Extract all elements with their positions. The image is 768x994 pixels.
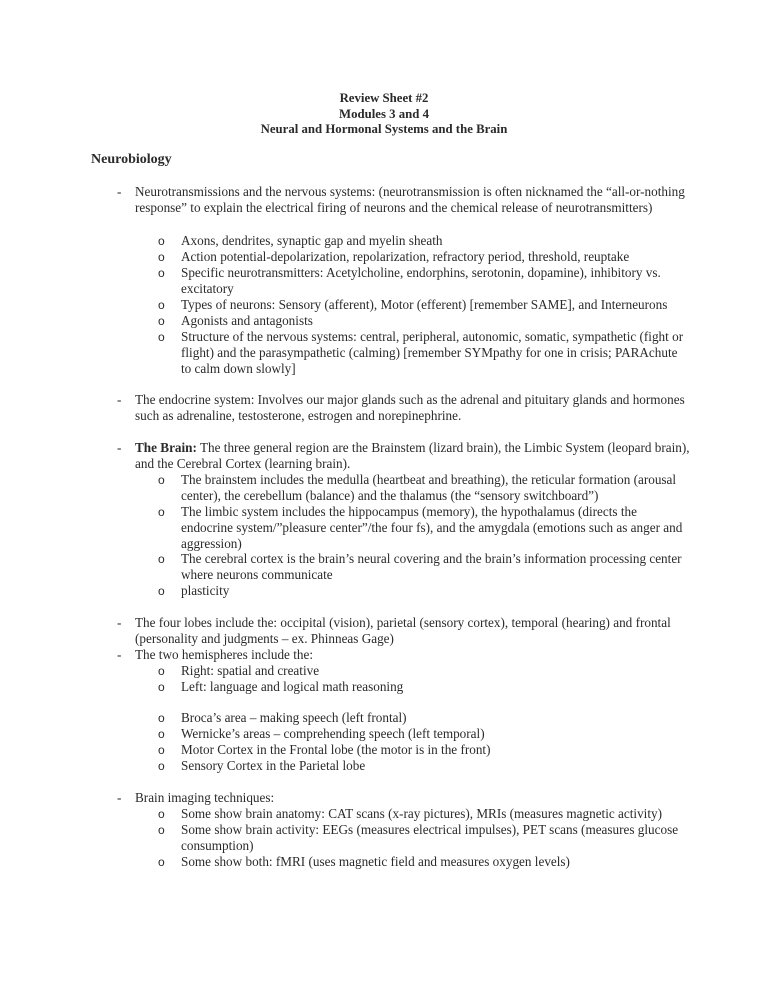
sub-bullet-marker: o <box>158 314 165 328</box>
sub-bullet-activity: Some show brain activity: EEGs (measures electrical impulses), PET scans (measures glucose consumption) <box>181 822 679 853</box>
sub-bullet-marker: o <box>158 823 165 837</box>
bullet-dash: - <box>117 440 122 455</box>
sub-bullet-wernicke: Wernicke’s areas – comprehending speech (left temporal) <box>181 726 485 741</box>
sub-bullet-anatomy: Some show brain anatomy: CAT scans (x-ray pictures), MRIs (measures magnetic activity) <box>181 806 662 821</box>
sub-bullet-marker: o <box>158 759 165 773</box>
bullet-dash: - <box>117 647 122 662</box>
sub-bullet-marker: o <box>158 473 165 487</box>
sub-bullet-marker: o <box>158 807 165 821</box>
bullet-imaging: Brain imaging techniques: <box>135 790 275 805</box>
sub-bullet-nervous-structure: Structure of the nervous systems: central, peripheral, autonomic, somatic, sympathetic (fight or flight) and the parasympathetic (calming) [remember SYMpathy for one in crisis; PARAchute to calm down slowly] <box>181 329 684 376</box>
sub-bullet-marker: o <box>158 664 165 678</box>
bullet-dash: - <box>117 790 122 805</box>
sub-bullet-left: Left: language and logical math reasoning <box>181 679 404 694</box>
bullet-endocrine: The endocrine system: Involves our major glands such as the adrenal and pituitary glands and hormones such as adrenaline, testosterone, estrogen and norepinephrine. <box>135 392 685 423</box>
sub-bullet-neuron-types: Types of neurons: Sensory (afferent), Motor (efferent) [remember SAME], and Interneurons <box>181 297 668 312</box>
sub-bullet-cortex: The cerebral cortex is the brain’s neural covering and the brain’s information processing center where neurons communicate <box>181 551 682 582</box>
sub-bullet-brainstem: The brainstem includes the medulla (heartbeat and breathing), the reticular formation (arousal center), the cerebellum (balance) and the thalamus (the “sensory switchboard”) <box>181 472 677 503</box>
sub-bullet-plasticity: plasticity <box>181 583 230 598</box>
bullet-hemispheres: The two hemispheres include the: <box>135 647 313 662</box>
sub-bullet-marker: o <box>158 298 165 312</box>
sub-bullet-marker: o <box>158 266 165 280</box>
sub-bullet-marker: o <box>158 234 165 248</box>
sub-bullet-marker: o <box>158 584 165 598</box>
bullet-dash: - <box>117 184 122 199</box>
section-title: Neurobiology <box>91 152 172 167</box>
sub-bullet-marker: o <box>158 855 165 869</box>
bullet-bold-label: The Brain: <box>135 440 197 455</box>
bullet-neurotransmission: Neurotransmissions and the nervous systems: (neurotransmission is often nicknamed the “all-or-nothing response” to explain the electrical firing of neurons and the chemical release of neurotransmitters) <box>135 184 685 215</box>
sub-bullet-fmri: Some show both: fMRI (uses magnetic field and measures oxygen levels) <box>181 854 570 869</box>
header-subtitle: Modules 3 and 4 <box>339 106 429 121</box>
sub-bullet-agonists: Agonists and antagonists <box>181 313 313 328</box>
bullet-brain-text: The three general region are the Brainstem (lizard brain), the Limbic System (leopard brain), and the Cerebral Cortex (learning brain). <box>135 440 690 471</box>
header-topic: Neural and Hormonal Systems and the Brain <box>260 122 508 137</box>
bullet-the-brain <box>135 440 695 472</box>
sub-bullet-motor-cortex: Motor Cortex in the Frontal lobe (the motor is in the front) <box>181 742 491 757</box>
sub-bullet-marker: o <box>158 727 165 741</box>
sub-bullet-marker: o <box>158 743 165 757</box>
sub-bullet-right: Right: spatial and creative <box>181 663 320 678</box>
sub-bullet-neurotransmitters: Specific neurotransmitters: Acetylcholine, endorphins, serotonin, dopamine), inhibitory vs. excitatory <box>181 265 661 296</box>
sub-bullet-marker: o <box>158 711 165 725</box>
sub-bullet-marker: o <box>158 250 165 264</box>
sub-bullet-marker: o <box>158 505 165 519</box>
sub-bullet-marker: o <box>158 552 165 566</box>
bullet-dash: - <box>117 615 122 630</box>
sub-bullet-broca: Broca’s area – making speech (left frontal) <box>181 710 407 725</box>
sub-bullet-marker: o <box>158 680 165 694</box>
sub-bullet-sensory-cortex: Sensory Cortex in the Parietal lobe <box>181 758 366 773</box>
sub-bullet-action-potential: Action potential-depolarization, repolarization, refractory period, threshold, reuptake <box>181 249 630 264</box>
sub-bullet-marker: o <box>158 330 165 344</box>
sub-bullet-limbic: The limbic system includes the hippocampus (memory), the hypothalamus (directs the endocrine system/”pleasure center”/the four fs), and the amygdala (emotions such as anger and aggression) <box>181 504 683 551</box>
bullet-dash: - <box>117 392 122 407</box>
header-title: Review Sheet #2 <box>339 91 429 105</box>
bullet-four-lobes: The four lobes include the: occipital (vision), parietal (sensory cortex), temporal (hearing) and frontal (personality and judgments – ex. Phinneas Gage) <box>135 615 671 646</box>
sub-bullet-axons: Axons, dendrites, synaptic gap and myelin sheath <box>181 233 443 248</box>
